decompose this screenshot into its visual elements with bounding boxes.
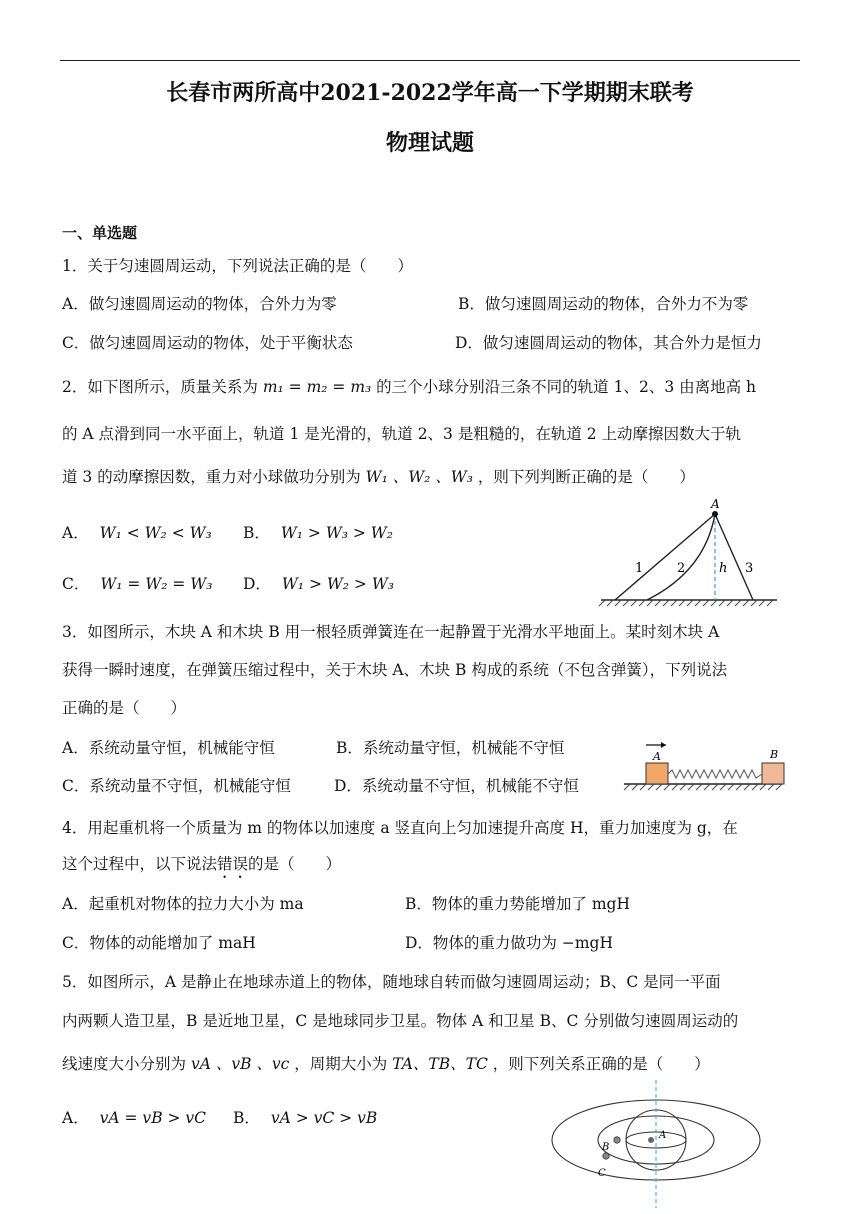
object-a xyxy=(648,1137,654,1143)
satellite-c xyxy=(603,1153,609,1159)
q3-option-b: B．系统动量守恒，机械能不守恒 xyxy=(336,739,565,757)
q4-stem-line2 xyxy=(62,852,341,882)
q2-option-b xyxy=(243,521,393,543)
q2-stem-text: 的三个小球分别沿三条不同的轨道 1、2、3 由离地高 h xyxy=(376,378,757,396)
q5-option-a-math: vA = vB > vC xyxy=(99,1109,207,1127)
q4-option-b: B．物体的重力势能增加了 mgH xyxy=(405,895,630,913)
q2-option-d xyxy=(243,572,394,594)
q2-stem-line2: 的 A 点滑到同一水平面上，轨道 1 是光滑的，轨道 2、3 是粗糙的，在轨道 2 上动摩擦因数大于轨 xyxy=(62,425,742,443)
spring xyxy=(668,770,762,778)
track-2 xyxy=(647,514,715,600)
q2-option-a-label: A． xyxy=(62,524,89,542)
q1-option-d: D．做匀速圆周运动的物体，其合外力是恒力 xyxy=(455,334,762,352)
track-1 xyxy=(615,514,715,600)
q5-velocity-symbols: vA 、vB 、vc xyxy=(190,1055,290,1073)
q5-option-a-label: A． xyxy=(62,1109,89,1127)
q5-stem-line1: 5．如图所示，A 是静止在地球赤道上的物体，随地球自转而做匀速圆周运动；B、C 是同一平面 xyxy=(62,973,721,991)
q3-option-a: A．系统动量守恒，机械能守恒 xyxy=(62,739,275,757)
q2-work-symbols: W₁ 、W₂ 、W₃ xyxy=(365,468,473,486)
track-3 xyxy=(715,514,753,600)
label-b: B xyxy=(602,1142,610,1153)
q2-option-c xyxy=(62,572,212,594)
page-subtitle: 物理试题 xyxy=(385,130,474,156)
q5-option-b xyxy=(233,1106,377,1128)
q5-option-b-label: B． xyxy=(233,1109,260,1127)
block-b xyxy=(762,763,784,784)
label-h: h xyxy=(719,561,728,576)
q2-stem-text: 2．如下图所示，质量关系为 xyxy=(62,378,258,396)
q5-stem-line3 xyxy=(62,1052,710,1074)
satellite-b xyxy=(614,1137,620,1143)
q2-option-d-math: W₁ > W₂ > W₃ xyxy=(281,575,394,593)
q3-stem-line2: 获得一瞬时速度，在弹簧压缩过程中，关于木块 A、木块 B 构成的系统（不包含弹簧），下列说法 xyxy=(62,661,728,679)
q2-option-a-math: W₁ < W₂ < W₃ xyxy=(99,524,212,542)
q2-mass-relation: m₁ = m₂ = m₃ xyxy=(262,378,372,396)
q5-stem-text: ，周期大小为 xyxy=(294,1055,388,1073)
q3-option-c: C．系统动量不守恒，机械能守恒 xyxy=(62,777,291,795)
label-block-a: A xyxy=(653,750,661,763)
section-heading: 一、单选题 xyxy=(62,224,138,242)
label-c: C xyxy=(598,1168,606,1179)
q4-option-c: C．物体的动能增加了 maH xyxy=(62,934,256,952)
label-track-3: 3 xyxy=(745,561,754,576)
q5-orbit-figure xyxy=(548,1076,764,1210)
q2-option-a xyxy=(62,521,212,543)
q4-stem-text: 的是（ ） xyxy=(248,855,342,873)
q4-option-a: A．起重机对物体的拉力大小为 ma xyxy=(62,895,304,913)
q1-stem: 1．关于匀速圆周运动，下列说法正确的是（ ） xyxy=(62,257,413,275)
q2-track-figure xyxy=(595,496,785,608)
label-track-2: 2 xyxy=(677,561,686,576)
top-rule xyxy=(60,60,800,61)
label-a: A xyxy=(659,1130,667,1141)
q5-option-a xyxy=(62,1106,206,1128)
q2-stem-text: ，则下列判断正确的是（ ） xyxy=(477,468,695,486)
q4-stem-line1: 4．用起重机将一个质量为 m 的物体以加速度 a 竖直向上匀加速提升高度 H，重力加速度为 g，在 xyxy=(62,819,738,837)
q2-option-c-label: C． xyxy=(62,575,90,593)
page-title: 长春市两所高中2021-2022学年高一下学期期末联考 xyxy=(166,80,694,106)
label-track-1: 1 xyxy=(635,561,644,576)
q2-option-b-label: B． xyxy=(243,524,270,542)
q2-option-b-math: W₁ > W₃ > W₂ xyxy=(280,524,393,542)
q2-stem-line1 xyxy=(62,375,756,397)
q1-option-b: B．做匀速圆周运动的物体，合外力不为零 xyxy=(458,295,749,313)
q2-stem-line3 xyxy=(62,465,695,487)
q3-spring-figure xyxy=(622,738,786,794)
q2-option-d-label: D． xyxy=(243,575,271,593)
q5-stem-text: 线速度大小分别为 xyxy=(62,1055,187,1073)
q2-option-c-math: W₁ = W₂ = W₃ xyxy=(100,575,213,593)
q5-stem-text: ，则下列关系正确的是（ ） xyxy=(492,1055,710,1073)
q4-option-d: D．物体的重力做功为 −mgH xyxy=(405,934,613,952)
q1-option-c: C．做匀速圆周运动的物体，处于平衡状态 xyxy=(62,334,353,352)
q3-stem-line1: 3．如图所示，木块 A 和木块 B 用一根轻质弹簧连在一起静置于光滑水平地面上。某时刻木块 A xyxy=(62,623,720,641)
q5-stem-line2: 内两颗人造卫星，B 是近地卫星，C 是地球同步卫星。物体 A 和卫星 B、C 分别做匀速圆周运动的 xyxy=(62,1012,739,1030)
label-a: A xyxy=(711,497,720,511)
q2-stem-text: 道 3 的动摩擦因数，重力对小球做功分别为 xyxy=(62,468,361,486)
q3-option-d: D．系统动量不守恒，机械能不守恒 xyxy=(334,777,579,795)
q1-option-a: A．做匀速圆周运动的物体，合外力为零 xyxy=(62,295,337,313)
q4-stem-text: 这个过程中，以下说法 xyxy=(62,855,218,873)
label-block-b: B xyxy=(770,748,779,761)
q5-period-symbols: TA、TB、TC xyxy=(392,1055,488,1073)
block-a xyxy=(646,763,668,784)
q5-option-b-math: vA > vC > vB xyxy=(270,1109,378,1127)
point-a xyxy=(712,511,718,517)
q3-stem-line3: 正确的是（ ） xyxy=(62,699,187,717)
q4-emphasis-word: 错误 xyxy=(217,855,249,873)
